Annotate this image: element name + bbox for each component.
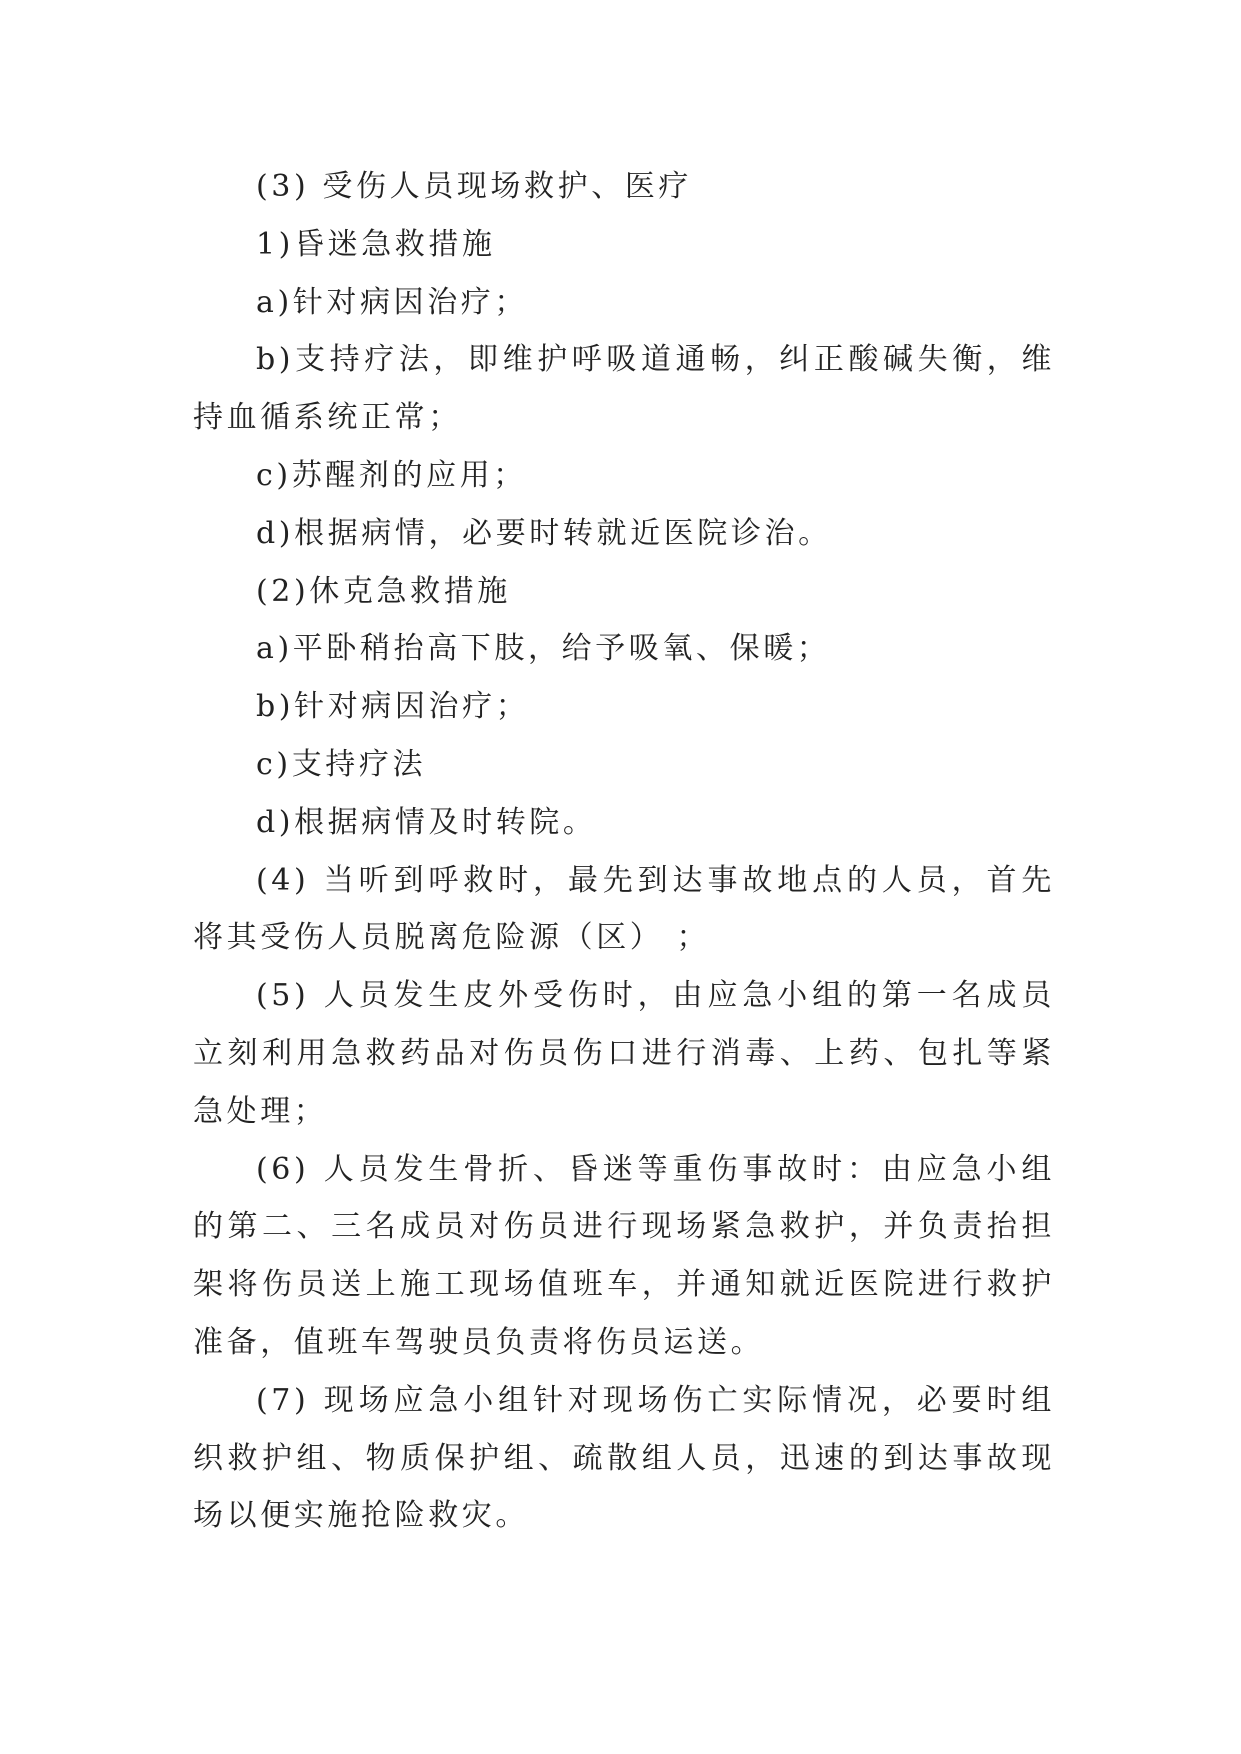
- subheading-coma-first-aid: 1)昏迷急救措施: [256, 226, 496, 262]
- heading-injury-rescue: (3) 受伤人员现场救护、医疗: [256, 169, 693, 204]
- paragraph-item-6: (6) 人员发生骨折、昏迷等重伤事故时：由应急小组的第二、三名成员对伤员进行现场紧急救护，并负责抬担架将伤员送上施工现场值班车，并通知就近医院进行救护准备，值班车驾驶员负责将伤员运送。: [193, 1151, 1055, 1360]
- paragraph-item-7: (7) 现场应急小组针对现场伤亡实际情况，必要时组织救护组、物质保护组、疏散组人员，迅速的到达事故现场以便实施抢险救灾。: [193, 1382, 1055, 1534]
- list-item-shock-b: b)针对病因治疗；: [256, 689, 530, 725]
- document-body: [193, 158, 1055, 1545]
- list-item-shock-a: a)平卧稍抬高下肢，给予吸氧、保暖；: [256, 631, 831, 667]
- list-item-coma-b: b)支持疗法，即维护呼吸道通畅，纠正酸碱失衡，维持血循系统正常；: [193, 342, 1055, 436]
- subheading-shock-first-aid: (2)休克急救措施: [256, 573, 511, 609]
- list-item-shock-d: d)根据病情及时转院。: [256, 804, 597, 840]
- paragraph-item-5: (5) 人员发生皮外受伤时，由应急小组的第一名成员立刻利用急救药品对伤员伤口进行消毒、上药、包扎等紧急处理；: [193, 978, 1055, 1129]
- list-item-coma-d: d)根据病情，必要时转就近医院诊治。: [256, 515, 832, 551]
- list-item-coma-c: c)苏醒剂的应用；: [256, 457, 527, 493]
- list-item-coma-a: a)针对病因治疗；: [256, 284, 528, 320]
- list-item-shock-c: c)支持疗法: [256, 746, 427, 782]
- paragraph-item-4: (4) 当听到呼救时，最先到达事故地点的人员，首先将其受伤人员脱离危险源（区） ；: [193, 862, 1055, 956]
